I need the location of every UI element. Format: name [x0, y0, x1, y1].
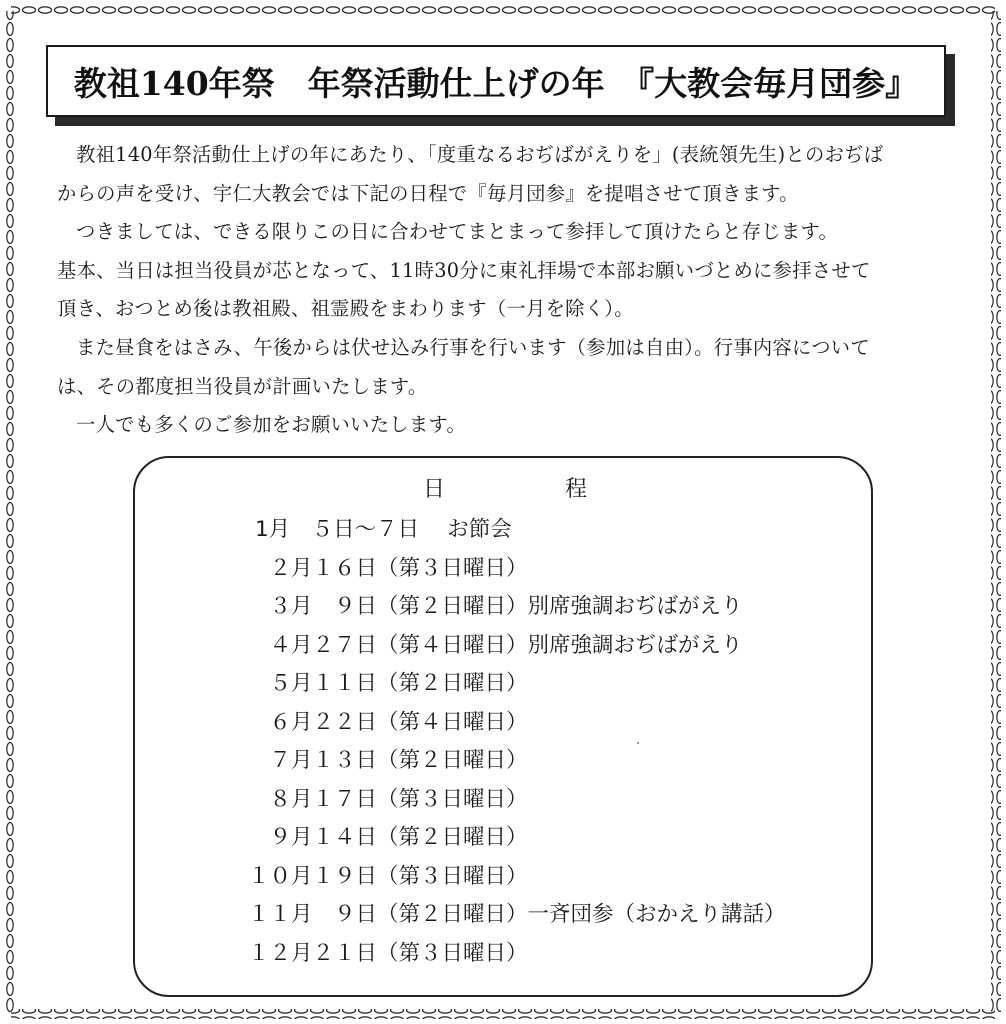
- body-line: 基本、当日は担当役員が芯となって、11時30分に東礼拝場で本部お願いづとめに参拝させて: [57, 258, 871, 282]
- schedule-date: ４月２７日: [269, 632, 377, 658]
- schedule-item: [233, 858, 786, 897]
- body-line: は、その都度担当役員が計画いたします。: [57, 374, 428, 398]
- schedule-item: [233, 550, 786, 589]
- schedule-note: 一斉団参（おかえり講話）: [527, 902, 786, 927]
- schedule-day: （第３日曜日）: [377, 940, 528, 966]
- schedule-item: [233, 781, 786, 820]
- schedule-date: １２月２１日: [247, 940, 377, 966]
- body-line: 教祖140年祭活動仕上げの年にあたり、「度重なるおぢばがえりを」(表統領先生)とのおぢば: [76, 143, 884, 166]
- stray-dot: [637, 742, 639, 744]
- schedule-date: ５月１１日: [269, 671, 377, 696]
- schedule-item: [233, 704, 786, 743]
- schedule-day: （第３日曜日）: [377, 863, 528, 889]
- schedule-heading-right: 程: [565, 477, 588, 502]
- schedule-note: 別席強調おぢばがえり: [527, 632, 743, 658]
- schedule-date: ８月１７日: [269, 786, 377, 812]
- schedule-item: [233, 627, 786, 666]
- body-line: つきましては、できる限りこの日に合わせてまとまって参拝して頂けたらと存じます。: [76, 220, 839, 244]
- schedule-date: 1月 ５日〜７日: [255, 517, 420, 542]
- body-line: からの声を受け、宇仁大教会では下記の日程で『毎月団参』を提唱させて頂きます。: [57, 181, 799, 205]
- schedule-note: お節会: [447, 517, 512, 542]
- schedule-date: １０月１９日: [247, 863, 377, 889]
- schedule-list: [233, 511, 786, 973]
- schedule-date: ９月１４日: [269, 825, 377, 850]
- announcement-body: [57, 136, 957, 445]
- schedule-date: １１月 ９日: [247, 902, 377, 927]
- schedule-item: [233, 742, 786, 781]
- schedule-item: [233, 665, 786, 704]
- page-title: 教祖140年祭 年祭活動仕上げの年 『大教会毎月団参』: [73, 63, 919, 103]
- schedule-note: 別席強調おぢばがえり: [527, 594, 743, 619]
- schedule-day: （第４日曜日）: [377, 709, 528, 735]
- body-line: 頂き、おつとめ後は教祖殿、祖霊殿をまわります（一月を除く）。: [57, 297, 634, 321]
- schedule-date: ２月１６日: [269, 555, 377, 581]
- schedule-day: （第３日曜日）: [377, 555, 528, 581]
- schedule-item: [233, 896, 786, 935]
- schedule-day: （第４日曜日）: [377, 632, 528, 658]
- schedule-item: [233, 511, 786, 550]
- schedule-heading-left: 日: [423, 477, 446, 502]
- schedule-date: ６月２２日: [269, 709, 377, 735]
- schedule-day: （第２日曜日）: [377, 671, 528, 696]
- body-line: 一人でも多くのご参加をお願いいたします。: [76, 413, 467, 437]
- schedule-day: （第２日曜日）: [377, 748, 528, 773]
- schedule-day: （第２日曜日）: [377, 902, 528, 927]
- schedule-date: ３月 ９日: [269, 594, 377, 619]
- schedule-date: ７月１３日: [269, 748, 377, 773]
- schedule-day: （第３日曜日）: [377, 786, 528, 812]
- schedule-item: [233, 588, 786, 627]
- schedule-day: （第２日曜日）: [377, 825, 528, 850]
- title-banner: [46, 45, 946, 117]
- body-line: また昼食をはさみ、午後からは伏せ込み行事を行います（参加は自由）。行事内容について: [76, 335, 870, 359]
- schedule-day: （第２日曜日）: [377, 594, 528, 619]
- schedule-item: [233, 935, 786, 974]
- schedule-item: [233, 819, 786, 858]
